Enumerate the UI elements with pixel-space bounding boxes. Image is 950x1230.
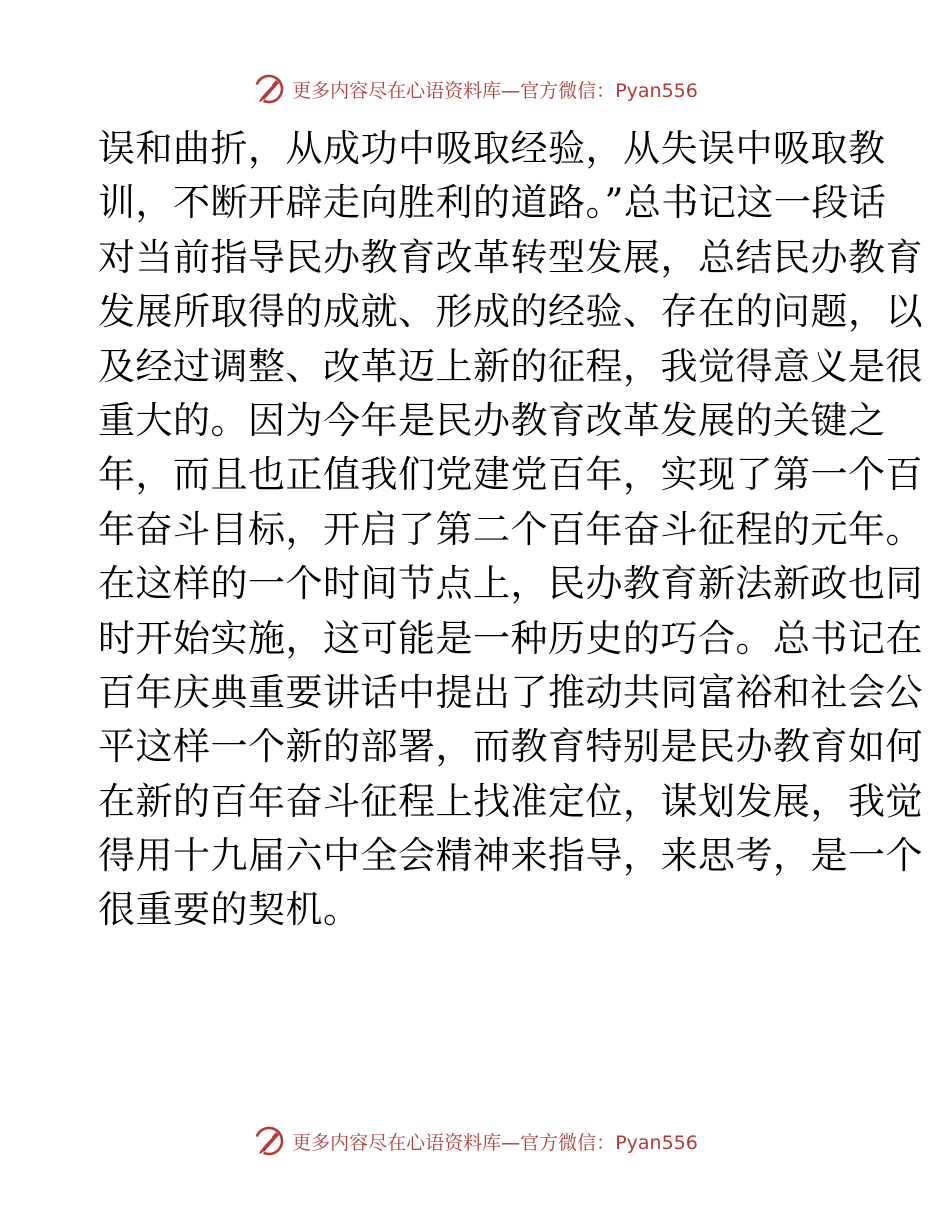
watermark-text <box>292 76 698 103</box>
watermark-wechat-label: 官方微信： <box>520 1131 616 1154</box>
watermark-text <box>292 1128 698 1155</box>
watermark-site-name: 更多内容尽在心语资料库 <box>292 79 502 102</box>
watermark-site-name: 更多内容尽在心语资料库 <box>292 1131 502 1154</box>
watermark-separator: — <box>501 79 521 102</box>
body-line: 平这样一个新的部署，而教育特别是民办教育如何 <box>98 725 923 769</box>
body-line: 百年庆典重要讲话中提出了推动共同富裕和社会公 <box>98 670 923 714</box>
body-line: 在新的百年奋斗征程上找准定位，谋划发展，我觉 <box>98 779 923 823</box>
watermark-wechat-id: Pyan556 <box>615 1131 698 1154</box>
header-watermark <box>0 72 950 106</box>
body-line: 误和曲折，从成功中吸取经验，从失误中吸取教 <box>98 127 886 170</box>
watermark-wechat-label: 官方微信： <box>520 79 616 102</box>
footer-watermark <box>0 1124 950 1158</box>
quill-pen-logo-icon <box>252 72 286 106</box>
body-line: 年奋斗目标，开启了第二个百年奋斗征程的元年。 <box>98 507 923 551</box>
body-line: 及经过调整、改革迈上新的征程，我觉得意义是很 <box>98 344 923 388</box>
body-line: 很重要的契机。 <box>98 888 361 932</box>
body-line: 重大的。因为今年是民办教育改革发展的关键之 <box>98 398 886 442</box>
body-line: 年，而且也正值我们党建党百年，实现了第一个百 <box>98 453 923 497</box>
body-line: 发展所取得的成就、形成的经验、存在的问题，以 <box>98 290 923 334</box>
body-line: 得用十九届六中全会精神来指导，来思考，是一个 <box>98 834 923 878</box>
watermark-separator: — <box>501 1131 521 1154</box>
body-line: 对当前指导民办教育改革转型发展，总结民办教育 <box>98 235 923 279</box>
body-line: 训，不断开辟走向胜利的道路。”总书记这一段话 <box>98 181 887 225</box>
body-line: 时开始实施，这可能是一种历史的巧合。总书记在 <box>98 616 923 660</box>
watermark-wechat-id: Pyan556 <box>615 79 698 102</box>
body-line: 在这样的一个时间节点上，民办教育新法新政也同 <box>98 562 923 606</box>
quill-pen-logo-icon <box>252 1124 286 1158</box>
document-body <box>98 122 923 938</box>
